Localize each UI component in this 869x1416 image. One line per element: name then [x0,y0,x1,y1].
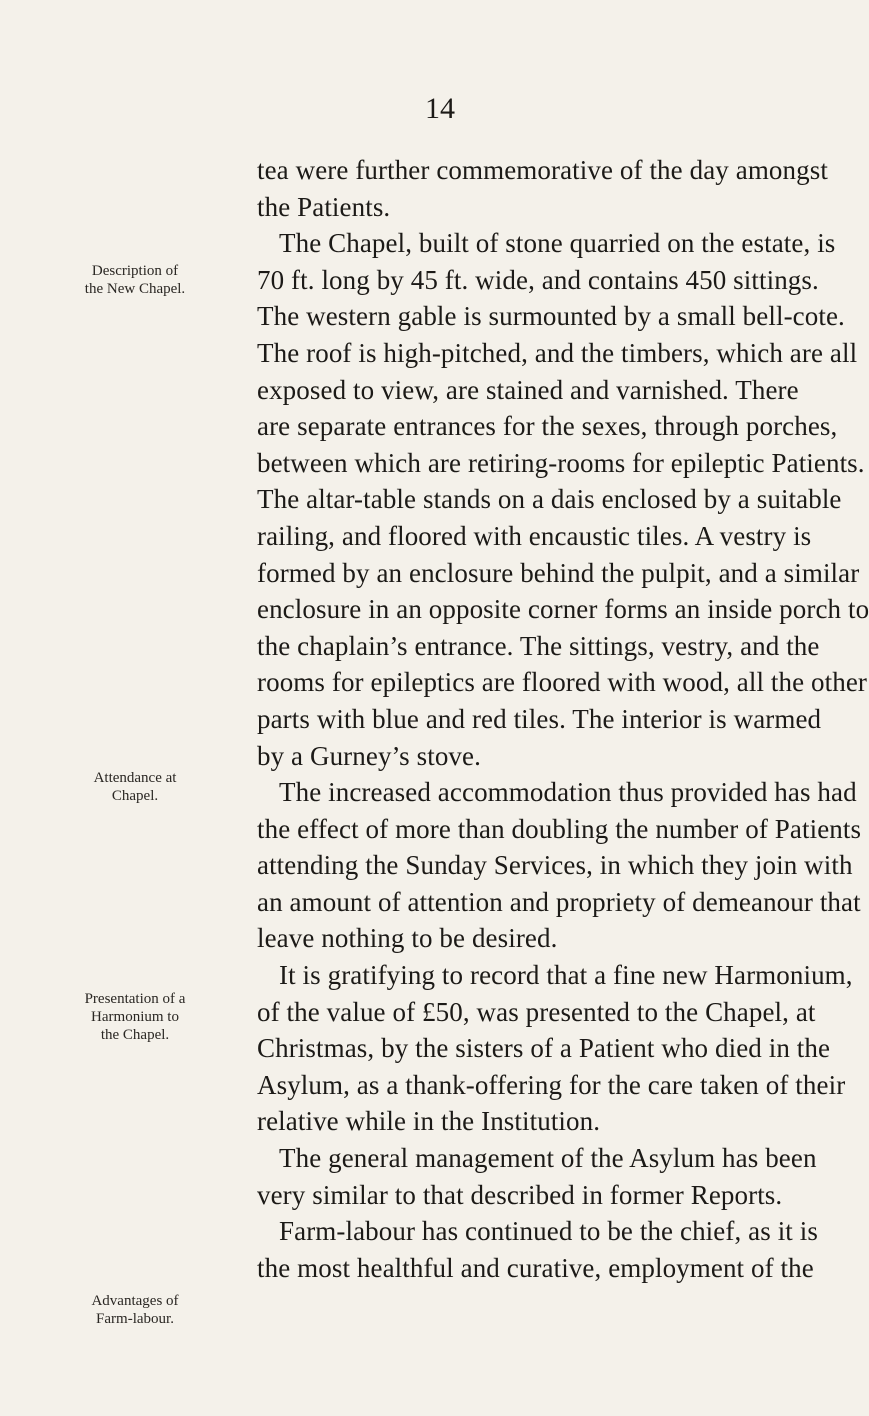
text-line: the most healthful and curative, employment of the [257,1252,814,1283]
margin-note-line: Attendance at [93,770,177,786]
margin-note-presentation [20,990,250,1044]
text-line: the Patients. [257,191,391,222]
text-line: The altar-table stands on a dais enclosed by a suitable [257,484,842,515]
text-line: relative while in the Institution. [257,1106,601,1137]
margin-note-line: Chapel. [111,788,159,804]
text-line: very similar to that described in former Reports. [257,1179,783,1210]
body-text [257,152,869,1286]
text-line: The western gable is surmounted by a small bell-cote. [257,301,845,332]
text-line: The roof is high-pitched, and the timbers, which are all [257,337,858,368]
text-line: Asylum, as a thank-offering for the care taken of their [257,1069,846,1100]
text-line: 70 ft. long by 45 ft. wide, and contains 450 sittings. [257,264,819,295]
margin-note-line: Advantages of [91,1293,179,1309]
text-line: by a Gurney’s stove. [257,740,481,771]
text-line: railing, and floored with encaustic tiles. A vestry is [257,520,812,551]
margin-note-line: the Chapel. [100,1027,170,1043]
margin-note-description [20,262,250,298]
page-number: 14 [425,92,455,125]
margin-note-line: Harmonium to [91,1009,179,1025]
text-line: tea were further commemorative of the day amongst [257,155,828,185]
text-line: enclosure in an opposite corner forms an inside porch to [257,594,869,625]
text-line: formed by an enclosure behind the pulpit, and a similar [257,557,860,588]
text-line: attending the Sunday Services, in which they join with [257,850,853,881]
margin-note-line: Farm-labour. [96,1311,174,1327]
text-line: It is gratifying to record that a fine new Harmonium, [279,960,853,991]
text-line: Christmas, by the sisters of a Patient who died in the [257,1033,831,1064]
margin-note-advantages [20,1292,250,1328]
text-line: are separate entrances for the sexes, through porches, [257,411,838,442]
text-line: between which are retiring-rooms for epileptic Patients. [257,447,865,478]
text-line: an amount of attention and propriety of demeanour that [257,886,861,917]
text-line: leave nothing to be desired. [257,923,558,954]
margin-note-line: Presentation of a [84,991,186,1007]
text-line: the chaplain’s entrance. The sittings, vestry, and the [257,630,820,661]
text-line: the effect of more than doubling the number of Patients [257,813,862,844]
margin-note-line: Description of [91,263,179,279]
text-line: Farm-labour has continued to be the chief, as it is [279,1216,818,1247]
margin-note-line: the New Chapel. [84,281,186,297]
text-line: exposed to view, are stained and varnished. There [257,374,799,405]
text-line: of the value of £50, was presented to the Chapel, at [257,996,816,1027]
text-line: parts with blue and red tiles. The interior is warmed [257,703,822,734]
text-line: The general management of the Asylum has been [279,1143,817,1174]
text-line: rooms for epileptics are floored with wood, all the other [257,667,868,698]
text-line: The increased accommodation thus provided has had [279,777,857,808]
margin-note-attendance [20,769,250,805]
text-line: The Chapel, built of stone quarried on the estate, is [279,228,836,259]
